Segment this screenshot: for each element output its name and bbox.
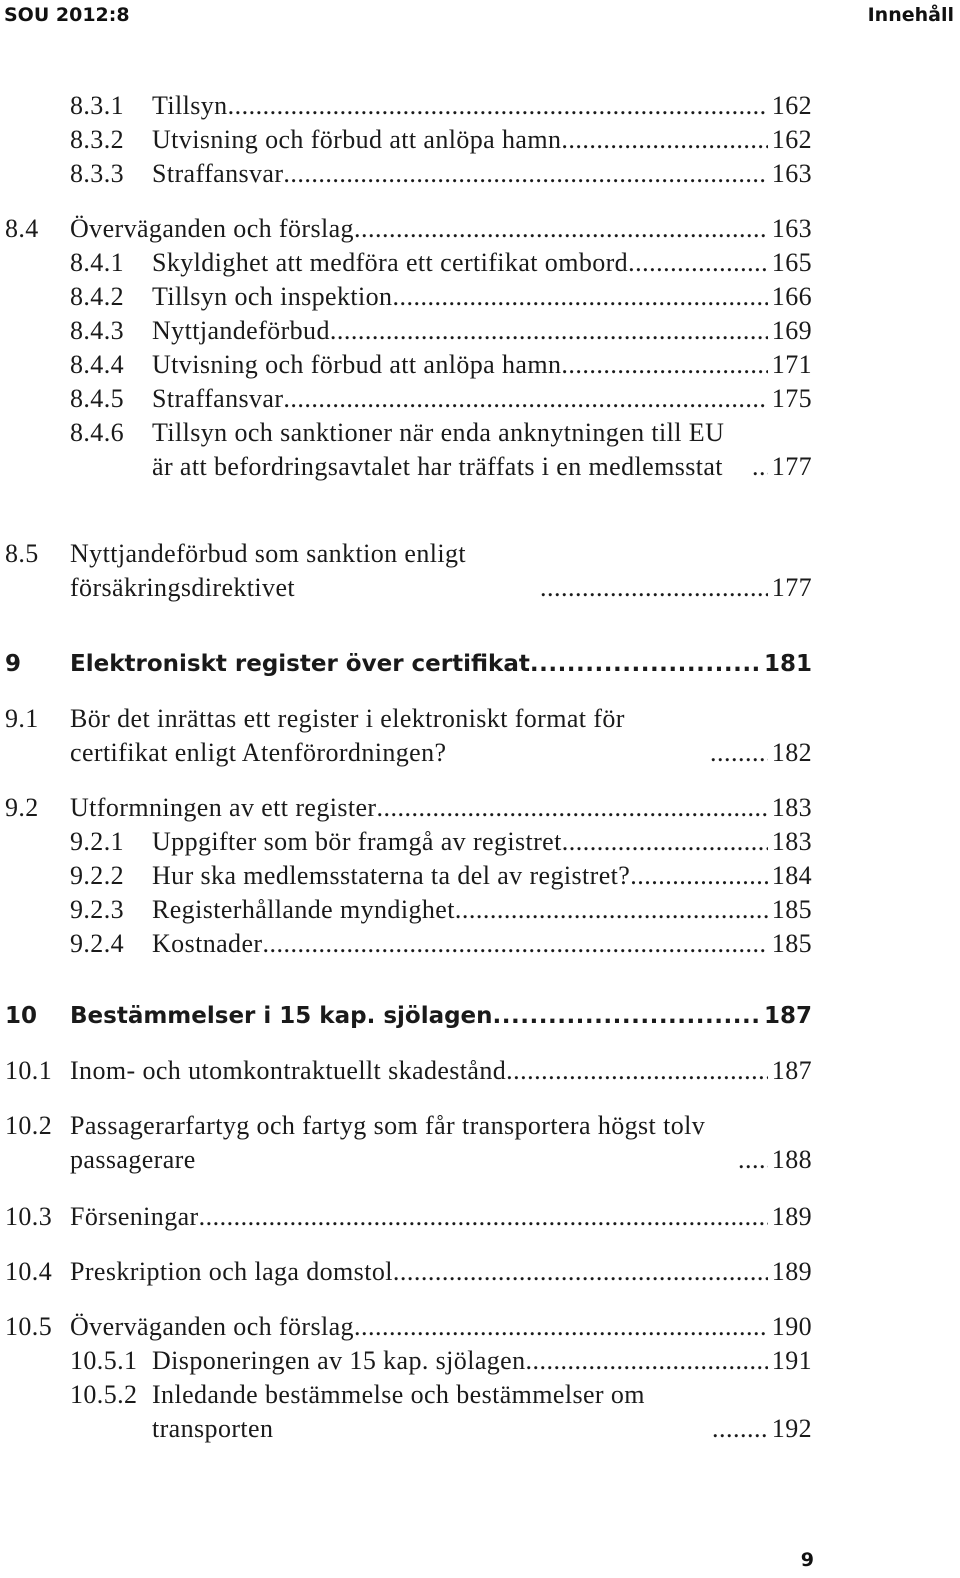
dot-leader: [526, 1344, 768, 1378]
toc-entry-number: 10.5.1: [70, 1346, 138, 1375]
dot-leader: [752, 450, 768, 484]
toc-entry-title: Nyttjandeförbud: [152, 316, 330, 345]
dot-leader: [506, 1054, 768, 1088]
toc-entry-title: Kostnader: [152, 929, 263, 958]
dot-leader: [330, 314, 768, 348]
dot-leader: [354, 1310, 768, 1344]
toc-entry-page: 189: [771, 1257, 812, 1286]
dot-leader: [455, 893, 768, 927]
dot-leader: [393, 1255, 768, 1289]
dot-leader: [377, 791, 768, 825]
toc-entry-title: Skyldighet att medföra ett certifikat ombord: [152, 248, 629, 277]
toc-entry-title: Utvisning och förbud att anlöpa hamn: [152, 350, 562, 379]
toc-entry-title: Tillsyn och inspektion: [152, 282, 393, 311]
toc-entry-page: 163: [771, 159, 812, 188]
dot-leader: [493, 999, 760, 1033]
toc-entry-page: 162: [771, 91, 812, 120]
running-header-right: Innehåll: [867, 4, 954, 26]
toc-entry-page: 192: [771, 1414, 812, 1443]
toc-entry-title: Tillsyn: [152, 91, 228, 120]
dot-leader: [562, 825, 768, 859]
toc-entry-number: 8.4.3: [70, 316, 124, 345]
toc-entry-number: 9.2.1: [70, 827, 124, 856]
toc-entry-number: 10: [5, 1003, 38, 1029]
toc-entry-number: 9.2.3: [70, 895, 124, 924]
dot-leader: [354, 212, 768, 246]
running-header-left: SOU 2012:8: [4, 4, 130, 26]
toc-entry-title: Utformningen av ett register: [70, 793, 377, 822]
toc-entry-number: 8.3.1: [70, 91, 124, 120]
toc-entry-page: 183: [771, 827, 812, 856]
toc-entry-title: Passagerarfartyg och fartyg som får transportera högst tolv passagerare: [70, 1111, 706, 1174]
toc-entry-title: Inom- och utomkontraktuellt skadestånd: [70, 1056, 507, 1085]
toc-entry-number: 10.2: [5, 1111, 53, 1140]
toc-entry-page: 187: [771, 1056, 812, 1085]
toc-entry-page: 175: [771, 384, 812, 413]
toc-entry-number: 8.3.2: [70, 125, 124, 154]
dot-leader: [712, 1412, 768, 1446]
toc-entry-title: Elektroniskt register över certifikat: [70, 651, 530, 677]
toc-entry-number: 8.5: [5, 539, 39, 568]
dot-leader: [530, 647, 760, 681]
toc-entry-page: 183: [771, 793, 812, 822]
toc-entry-page: 190: [771, 1312, 812, 1341]
dot-leader: [561, 123, 767, 157]
dot-leader: [628, 246, 768, 280]
toc-entry-title: Straffansvar: [152, 159, 284, 188]
dot-leader: [199, 1200, 768, 1234]
toc-entry-number: 8.4.4: [70, 350, 124, 379]
toc-entry-number: 8.4.2: [70, 282, 124, 311]
toc-entry-number: 10.3: [5, 1202, 53, 1231]
toc-entry-number: 9.2.2: [70, 861, 124, 890]
toc-entry-title: Överväganden och förslag: [70, 214, 354, 243]
toc-entry-number: 8.4: [5, 214, 39, 243]
toc-entry-page: 189: [771, 1202, 812, 1231]
toc-entry-page: 177: [771, 452, 812, 481]
dot-leader: [561, 348, 767, 382]
dot-leader: [262, 927, 767, 961]
toc-entry-number: 9.2: [5, 793, 39, 822]
toc-entry-title: Tillsyn och sanktioner när enda anknytningen till EU är att befordringsavtalet har träffats i en medlemsstat: [152, 418, 725, 481]
toc-entry-page: 191: [771, 1346, 812, 1375]
toc-entry-title: Nyttjandeförbud som sanktion enligt försäkringsdirektivet: [70, 539, 467, 602]
toc-entry-page: 184: [771, 861, 812, 890]
toc-entry-number: 8.4.1: [70, 248, 124, 277]
toc-entry-number: 8.4.6: [70, 418, 124, 447]
toc-entry-number: 10.4: [5, 1257, 53, 1286]
toc-entry-number: 10.1: [5, 1056, 53, 1085]
toc-entry-page: 185: [771, 895, 812, 924]
toc-entry-number: 8.3.3: [70, 159, 124, 188]
toc-entry-page: 181: [763, 651, 812, 677]
toc-entry-number: 8.4.5: [70, 384, 124, 413]
dot-leader: [710, 736, 768, 770]
toc-entry-number: 9.1: [5, 704, 39, 733]
toc-entry-page: 187: [763, 1003, 812, 1029]
toc-entry-page: 166: [771, 282, 812, 311]
dot-leader: [630, 859, 768, 893]
toc-entry-page: 163: [771, 214, 812, 243]
dot-leader: [283, 382, 767, 416]
toc-entry-title: Hur ska medlemsstaterna ta del av registret?: [152, 861, 631, 890]
toc-entry-title: Inledande bestämmelse och bestämmelser om transporten: [152, 1380, 645, 1443]
toc-entry-page: 182: [771, 738, 812, 767]
toc-entry-title: Disponeringen av 15 kap. sjölagen: [152, 1346, 526, 1375]
toc-entry-number: 10.5: [5, 1312, 53, 1341]
dot-leader: [228, 89, 768, 123]
toc-entry-title: Straffansvar: [152, 384, 284, 413]
dot-leader: [738, 1143, 768, 1177]
toc-entry-title: Registerhållande myndighet: [152, 895, 455, 924]
toc-entry-page: 188: [771, 1145, 812, 1174]
toc-entry-title: Bestämmelser i 15 kap. sjölagen: [70, 1003, 493, 1029]
toc-entry-page: 165: [771, 248, 812, 277]
toc-entry-page: 177: [771, 573, 812, 602]
toc-entry-page: 162: [771, 125, 812, 154]
toc-entry-title: Bör det inrättas ett register i elektroniskt format för certifikat enligt Atenförordningen?: [70, 704, 625, 767]
dot-leader: [540, 571, 768, 605]
dot-leader: [283, 157, 767, 191]
toc-entry-number: 9: [5, 651, 22, 677]
page-number: 9: [800, 1549, 814, 1571]
toc-entry-title: Uppgifter som bör framgå av registret: [152, 827, 562, 856]
toc-entry-title: Överväganden och förslag: [70, 1312, 354, 1341]
toc-entry-title: Preskription och laga domstol: [70, 1257, 393, 1286]
toc-entry-title: Utvisning och förbud att anlöpa hamn: [152, 125, 562, 154]
toc-entry-page: 169: [771, 316, 812, 345]
toc-entry-number: 10.5.2: [70, 1380, 138, 1409]
dot-leader: [392, 280, 767, 314]
toc-entry-page: 185: [771, 929, 812, 958]
toc-entry-title: Förseningar: [70, 1202, 199, 1231]
toc-entry-page: 171: [771, 350, 812, 379]
toc-entry-number: 9.2.4: [70, 929, 124, 958]
